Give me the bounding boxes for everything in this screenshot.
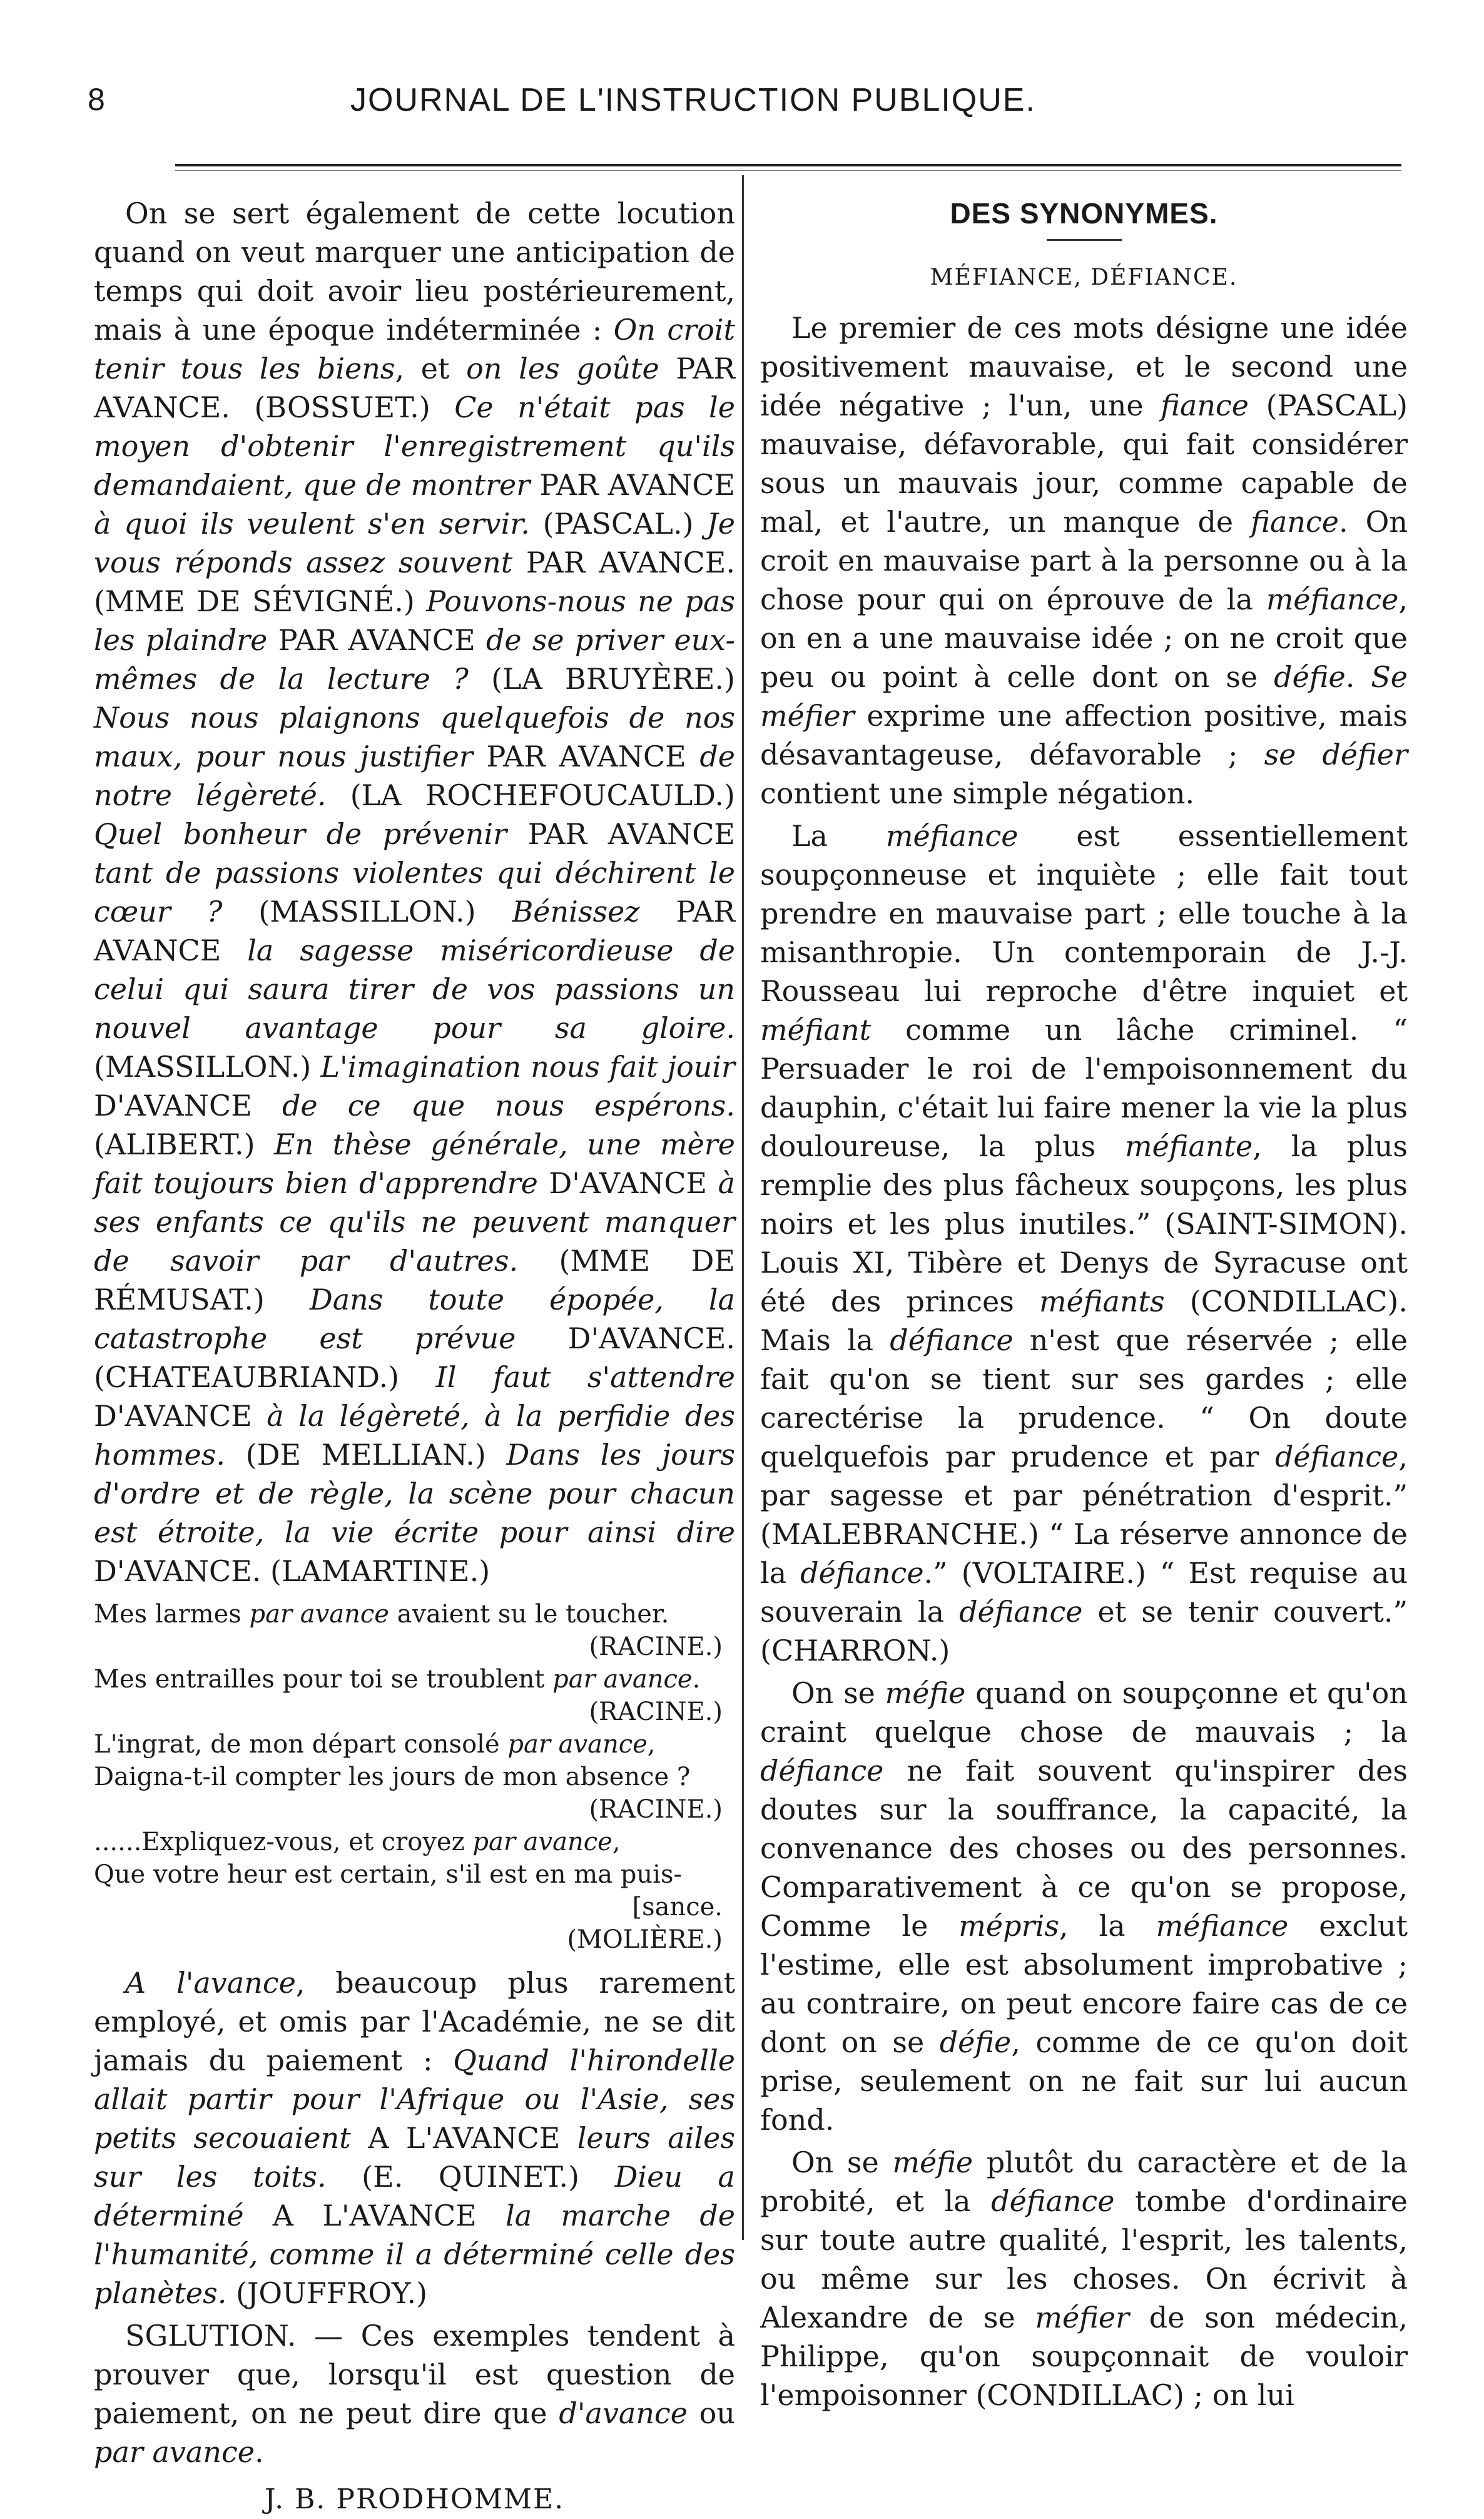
example-quote: Dieu a déterminé xyxy=(94,2160,735,2232)
keyword: par avance xyxy=(472,1828,612,1856)
text-run: (CONDILLAC). Mais la xyxy=(760,1285,1408,1357)
citation: (PASCAL.) xyxy=(529,507,707,541)
right-paragraph-2 xyxy=(760,817,1408,1670)
example-quote: la sagesse miséricordieuse de celui qui saura tirer de vos passions un nouvel avantage pour sa gloire. xyxy=(94,934,735,1045)
text-run: plutôt du caractère et de la probité, et la xyxy=(760,2145,1408,2218)
verse-block-4 xyxy=(94,1826,735,1956)
example-quote: à quoi ils veulent s'en servir. xyxy=(94,507,530,541)
text-run: , xyxy=(612,1828,621,1856)
citation: D'AVANCE. (LAMARTINE.) xyxy=(94,1554,490,1588)
text-run: quand on soupçonne et qu'on craint quelque chose de mauvais ; la xyxy=(760,1676,1408,1749)
example-quote: de se priver eux-mêmes de la lecture ? xyxy=(94,623,735,696)
verse-block-1 xyxy=(94,1598,735,1663)
verse-attribution: (RACINE.) xyxy=(589,1795,723,1824)
text-run: Mes entrailles pour toi se troublent xyxy=(94,1665,553,1694)
keyword: défiance xyxy=(760,1754,884,1788)
keyword: méfie xyxy=(892,2145,973,2179)
verse-line: Daigna-t-il compter les jours de mon absence ? xyxy=(94,1763,691,1791)
keyword: PAR AVANCE xyxy=(507,817,735,851)
keyword: par avance xyxy=(552,1665,693,1694)
example-quote: Quel bonheur de prévenir xyxy=(94,817,507,851)
text-run: de son médecin, Philippe, qu'on soupçonnait de vouloir l'empoisonner (CONDILLAC) ; on lui xyxy=(760,2301,1408,2412)
text-run: exprime une affection positive, mais désavantageuse, défavorable ; xyxy=(760,699,1408,771)
keyword: méfiants xyxy=(1039,1285,1165,1318)
text-run: n'est que réservée ; elle fait qu'on se tient sur ses gardes ; elle carectérise la prudence. “ On doute quelquefois par prudence et par xyxy=(760,1323,1408,1473)
right-paragraph-1 xyxy=(760,308,1408,813)
example-quote: Dans toute épopée, la catastrophe est prévue xyxy=(94,1283,735,1355)
example-quote: Ce n'était pas le moyen d'obtenir l'enregistrement qu'ils demandaient, que de montrer xyxy=(94,390,735,502)
text-run: comme un lâche criminel. “ Persuader le roi de l'empoisonnement du dauphin, c'était lui faire mener la vie la plus douloureuse, la plus xyxy=(760,1013,1408,1163)
text-run: . On croit en mauvaise part à la personne ou à la chose pour qui on éprouve de la xyxy=(760,505,1408,616)
text-run: , et xyxy=(395,352,467,385)
citation: (DE MELLIAN.) xyxy=(225,1438,507,1472)
citation: (MASSILLON.) xyxy=(222,895,512,929)
verse-attribution: (RACINE.) xyxy=(589,1632,723,1661)
example-quote: Nous nous plaignons quelquefois de nos maux, pour nous justifier xyxy=(94,701,735,773)
text-run: , on en a une mauvaise idée ; on ne croit que peu ou point à celle dont on se xyxy=(760,583,1408,694)
verse-line xyxy=(94,1826,735,1858)
citation: (ALIBERT.) xyxy=(94,1127,274,1161)
verse-block-2 xyxy=(94,1663,735,1728)
keyword: fiance xyxy=(1161,389,1249,422)
text-run: , beaucoup plus rarement employé, et omis par l'Académie, ne se dit jamais du paiement : xyxy=(94,1966,735,2077)
text-run: exclut l'estime, elle est absolument improbative ; au contraire, on peut encore faire cas de ce dont on se xyxy=(760,1909,1408,2059)
example-quote: de notre légèreté. xyxy=(94,740,735,812)
keyword: A l'avance xyxy=(125,1966,296,2000)
text-run: Le premier de ces mots désigne une idée positivement mauvaise, et le second une idée négative ; l'un, une xyxy=(760,311,1408,422)
keyword: A L'AVANCE xyxy=(350,2121,577,2155)
keyword: par avance xyxy=(94,2435,255,2469)
keyword: méfiant xyxy=(760,1013,872,1047)
verse-block-3 xyxy=(94,1728,735,1826)
text-run: On se xyxy=(791,2145,893,2179)
running-title: JOURNAL DE L'INSTRUCTION PUBLIQUE. xyxy=(350,82,1036,118)
right-column xyxy=(760,194,1408,2418)
verse-attribution: (MOLIÈRE.) xyxy=(567,1925,723,1954)
text-run: . xyxy=(692,1665,701,1694)
text-run: et se tenir couvert.” (CHARRON.) xyxy=(760,1595,1408,1667)
citation: PAR AVANCE. (BOSSUET.) xyxy=(94,352,735,424)
text-run: avaient su le toucher. xyxy=(389,1600,669,1629)
example-quote: Pouvons-nous ne pas les plaindre xyxy=(94,584,735,657)
text-run: , comme de ce qu'on doit prise, seulement on ne fait sur lui aucun fond. xyxy=(760,2025,1408,2137)
text-run: , la plus remplie des plus fâcheux soupçons, les plus noirs et les plus inutiles.” (SAINT-SIMON). Louis XI, Tibère et Denys de Syracuse ont été des princes xyxy=(760,1129,1408,1318)
page-number: 8 xyxy=(88,82,105,117)
keyword: par avance xyxy=(249,1600,389,1629)
right-paragraph-4 xyxy=(760,2143,1408,2415)
example-quote: Je vous réponds assez souvent xyxy=(94,507,735,579)
text-run: contient une simple négation. xyxy=(760,776,1195,810)
left-paragraph-3 xyxy=(94,2316,735,2471)
header-rule-thin xyxy=(175,170,1401,171)
left-paragraph-1 xyxy=(94,194,735,1590)
right-paragraph-3 xyxy=(760,1674,1408,2139)
citation: (MME DE RÉMUSAT.) xyxy=(94,1244,735,1316)
keyword: PAR AVANCE xyxy=(267,623,486,657)
keyword: fiance xyxy=(1251,505,1339,539)
keyword: défiance xyxy=(959,1595,1083,1629)
example-quote: Il faut s'attendre xyxy=(435,1360,735,1394)
keyword: défiance xyxy=(800,1556,924,1590)
text-run: tombe d'ordinaire sur toute autre qualité, l'esprit, les talents, ou même sur les choses. On écrivit à Alexandre de se xyxy=(760,2184,1408,2334)
text-run: On se xyxy=(791,1676,885,1710)
text-run: . xyxy=(254,2435,264,2469)
keyword: défiance xyxy=(991,2184,1115,2218)
keyword: méfiante xyxy=(1124,1129,1253,1163)
keyword: méfiance xyxy=(1266,583,1399,616)
example-quote: Quand l'hirondelle allait partir pour l'Afrique ou l'Asie, ses petits secouaient xyxy=(94,2043,736,2155)
keyword: mépris xyxy=(958,1909,1059,1943)
example-quote: On croit tenir tous les biens xyxy=(94,313,735,385)
text-run: On se sert également de cette locution quand on veut marquer une anticipation de temps qui doit avoir lieu postérieurement, mais à une époque indéterminée : xyxy=(94,196,735,347)
text-run: L'ingrat, de mon départ consolé xyxy=(94,1730,508,1759)
verse-line: Que votre heur est certain, s'il est en ma puis- xyxy=(94,1860,682,1889)
example-quote: à ses enfants ce qu'ils ne peuvent manquer de savoir par d'autres. xyxy=(94,1166,735,1278)
text-run: , par sagesse et par pénétration d'esprit.” (MALEBRANCHE.) “ La réserve annonce de la xyxy=(760,1440,1408,1590)
keyword: PAR AVANCE xyxy=(94,895,735,967)
example-quote: de ce que nous espérons. xyxy=(282,1089,736,1122)
keyword: D'AVANCE xyxy=(94,1089,282,1122)
left-paragraph-2 xyxy=(94,1963,735,2313)
verse-line xyxy=(94,1663,735,1696)
page-header xyxy=(0,81,1484,131)
citation: (MASSILLON.) xyxy=(94,1050,321,1084)
keyword: A L'AVANCE xyxy=(243,2199,506,2232)
text-run: , la xyxy=(1059,1909,1156,1943)
keyword: par avance xyxy=(507,1730,648,1759)
verse-continuation: [sance. xyxy=(632,1893,723,1921)
text-run: , xyxy=(647,1730,656,1759)
citation: D'AVANCE. (CHATEAUBRIAND.) xyxy=(94,1321,735,1394)
text-run: ne fait souvent qu'inspirer des doutes sur la souffrance, la capacité, la convenance des choses ou des personnes. Comparativement à ce qu'on se propose, Comme le xyxy=(760,1754,1408,1943)
example-quote: L'imagination nous fait jouir xyxy=(320,1050,735,1084)
keyword: méfier xyxy=(1035,2301,1130,2334)
verse-line xyxy=(94,1728,735,1761)
title-rule xyxy=(1047,239,1122,241)
verse-attribution: (RACINE.) xyxy=(589,1697,723,1726)
keyword: PAR AVANCE xyxy=(472,740,700,773)
text-run: SGLUTION. — Ces exemples tendent à prouver que, lorsqu'il est question de paiement, on ne peut dire que xyxy=(94,2319,735,2430)
keyword: défiance xyxy=(890,1323,1014,1357)
keyword: défiance xyxy=(1274,1440,1399,1473)
author-signature: J. B. PRODHOMME. xyxy=(264,2483,565,2515)
text-run: ou xyxy=(687,2396,735,2430)
keyword: méfiance xyxy=(885,819,1019,853)
column-divider xyxy=(742,175,744,2240)
citation: PAR AVANCE. (MME DE SÉVIGNÉ.) xyxy=(94,546,735,618)
text-run: Mes larmes xyxy=(94,1600,250,1629)
text-run: ......Expliquez-vous, et croyez xyxy=(94,1828,473,1856)
citation: (LA ROCHEFOUCAULD.) xyxy=(326,778,735,812)
text-run: (PASCAL) mauvaise, défavorable, qui fait considérer sous un mauvais jour, comme capable de mal, et l'autre, un manque de xyxy=(760,389,1408,539)
keyword: D'AVANCE xyxy=(94,1399,267,1433)
example-quote: la marche de l'humanité, comme il a déterminé celle des planètes. xyxy=(94,2199,735,2310)
example-quote: En thèse générale, une mère fait toujours bien d'apprendre xyxy=(94,1127,735,1200)
example-quote: Dans les jours d'ordre et de règle, la scène pour chacun est étroite, la vie écrite pour ainsi dire xyxy=(94,1438,735,1549)
text-run: .” (VOLTAIRE.) “ Est requise au souverain la xyxy=(760,1556,1408,1629)
keyword: d'avance xyxy=(559,2396,688,2430)
text-run: La xyxy=(791,819,886,853)
section-subtitle: MÉFIANCE, DÉFIANCE. xyxy=(930,265,1238,290)
example-quote: Bénissez xyxy=(512,895,640,929)
keyword: Se méfier xyxy=(760,660,1408,733)
example-quote: on les goûte xyxy=(466,352,659,385)
text-run: est essentiellement soupçonneuse et inquiète ; elle fait tout prendre en mauvaise part ; elle touche à la misanthropie. Un contemporain de J.-J. Rousseau lui reproche d'être inquiet et xyxy=(760,819,1408,1008)
keyword: méfie xyxy=(885,1676,966,1710)
citation: (E. QUINET.) xyxy=(326,2160,615,2194)
keyword: défie xyxy=(1274,660,1346,694)
citation: (LA BRUYÈRE.) xyxy=(468,662,735,696)
text-run: . xyxy=(1345,660,1371,694)
example-quote: tant de passions violentes qui déchirent le cœur ? xyxy=(94,856,735,929)
section-title: DES SYNONYMES. xyxy=(950,197,1218,230)
header-rule xyxy=(175,164,1401,166)
keyword: D'AVANCE xyxy=(537,1166,718,1200)
keyword: défie xyxy=(939,2025,1012,2059)
example-quote: à la légèreté, à la perfidie des hommes. xyxy=(94,1399,735,1472)
example-quote: leurs ailes sur les toits. xyxy=(94,2121,735,2194)
verse-line xyxy=(94,1598,735,1631)
keyword: méfiance xyxy=(1156,1909,1289,1943)
keyword: se défier xyxy=(1264,738,1408,771)
citation: (JOUFFROY.) xyxy=(226,2276,428,2310)
left-column xyxy=(94,194,735,2519)
keyword: PAR AVANCE xyxy=(530,468,735,502)
